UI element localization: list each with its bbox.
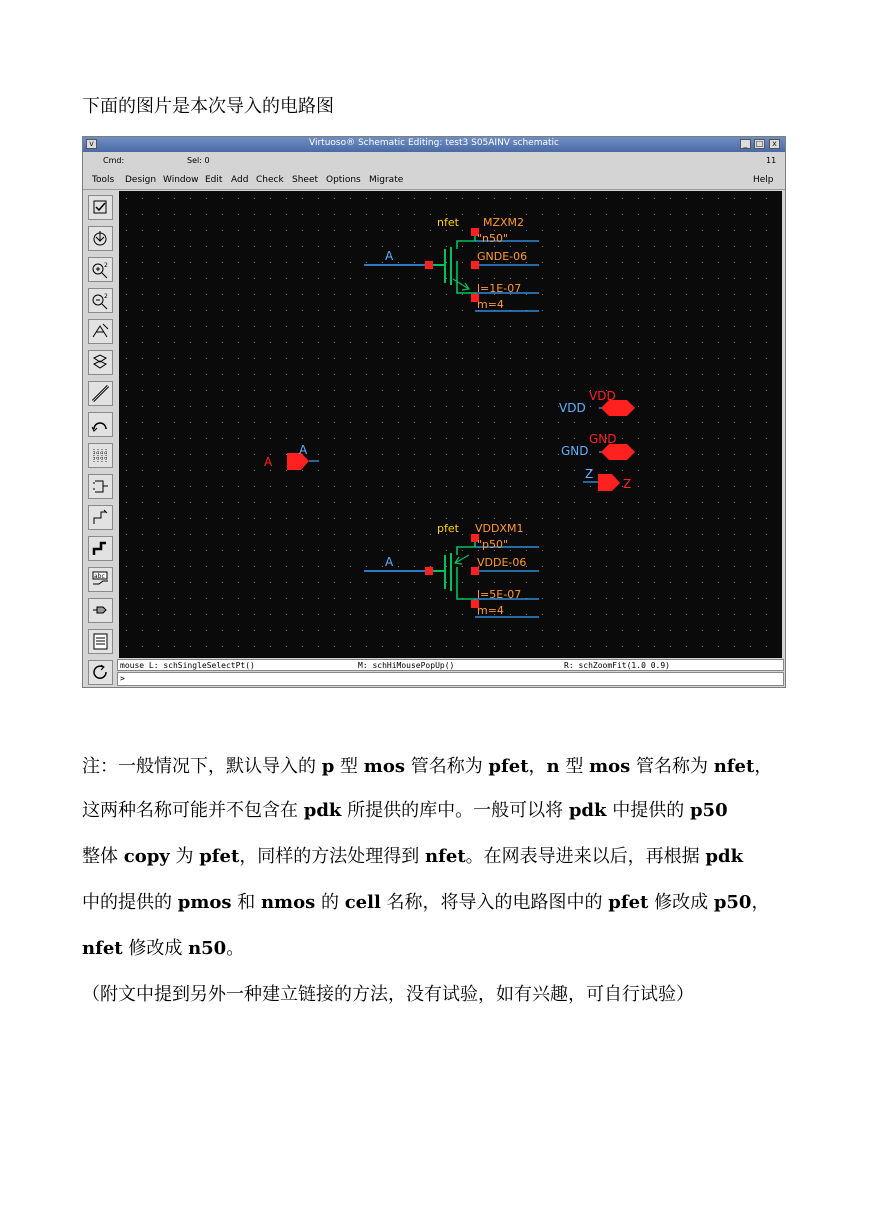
pfet-width-prop: VDDE-06 [477,556,527,569]
note-bold: pfet [488,756,529,777]
nfet-model: "n50" [477,232,509,245]
side-toolbar [85,192,116,687]
note-text: 中提供的 [606,800,690,821]
gnd-pin-label: GND [589,432,617,446]
intro-text: 下面的图片是本次导入的电路图 [82,96,334,117]
schematic-canvas[interactable] [119,191,782,658]
note-bold: p [321,756,335,777]
properties-icon[interactable] [88,629,113,654]
note-bold: pdk [705,846,744,867]
z-wire-label: Z [585,467,594,481]
command-line[interactable] [117,672,784,686]
note-text: 整体 [82,846,124,867]
nfet-type-label: nfet [437,216,459,229]
copy-icon[interactable] [88,350,113,375]
a-pin-outer-label: A [264,455,273,469]
instance-icon[interactable] [88,474,113,499]
mouse-right-binding: R: schZoomFit(1.0 0.9) [564,661,670,670]
minimize-button[interactable]: _ [740,139,751,149]
grid-icon[interactable] [88,443,113,468]
window-number: 11 [766,156,777,165]
note-bold: nfet [713,756,755,777]
note-text: 修改成 [122,938,189,959]
nfet-multiplier: m=4 [477,298,504,311]
note-line-3 [82,834,792,880]
note-bold: nmos [260,892,316,913]
note-text: 型 [334,756,364,777]
window-title: Virtuoso® Schematic Editing: test3 S05AINV schematic [309,138,559,148]
menu-edit[interactable]: Edit [205,175,223,185]
note-bold: mos [363,756,405,777]
z-pin-label: Z [623,477,632,491]
note-bold: cell [344,892,381,913]
note-bold: mos [589,756,631,777]
menu-sheet[interactable]: Sheet [292,175,319,185]
note-text: 这两种名称可能并不包含在 [82,800,304,821]
note-text: 管名称为 [404,756,489,777]
note-bold: nfet [425,846,466,867]
note-bold: n50 [188,938,227,959]
note-text: 中的提供的 [82,892,178,913]
note-bold: copy [123,846,170,867]
vdd-wire-label: VDD [559,401,586,415]
close-button[interactable]: x [769,139,780,149]
menu-check[interactable]: Check [256,175,284,185]
svg-text:2: 2 [104,262,108,269]
redraw-icon[interactable] [88,660,113,685]
svg-text:abc: abc [94,573,105,580]
pfet-gate-net: A [385,555,394,569]
note-text: 为 [169,846,200,867]
note-bold: pdk [568,800,607,821]
vdd-pin-label: VDD [589,389,616,403]
note-line-1 [82,744,792,790]
zoom-in-icon[interactable] [88,257,113,282]
menu-help[interactable]: Help [753,175,774,185]
note-text: 修改成 [648,892,714,913]
descend-icon[interactable] [88,226,113,251]
status-row [83,153,785,169]
note-bold: pfet [608,892,649,913]
note-text: 的 [315,892,345,913]
menu-migrate[interactable]: Migrate [369,175,404,185]
check-icon[interactable] [88,195,113,220]
note-bold: p50 [689,800,728,821]
menu-design[interactable]: Design [125,175,157,185]
menu-tools[interactable]: Tools [92,175,115,185]
mouse-middle-binding: M: schHiMousePopUp() [358,661,455,670]
note-line-2 [82,788,792,834]
stretch-icon[interactable] [88,319,113,344]
nfet-width-prop: GNDE-06 [477,250,528,263]
note-text: 管名称为 [630,756,714,777]
mouse-left-binding: mouse L: schSingleSelectPt() [120,661,255,670]
svg-text:2: 2 [104,293,108,300]
title-bar [83,137,785,152]
wire-narrow-icon[interactable] [88,505,113,530]
note-bold: pdk [303,800,342,821]
note-text: 所提供的库中。一般可以将 [341,800,569,821]
nfet-instance-name: MZXM2 [483,216,525,229]
note-text: ， [528,756,547,777]
note-text: 注：一般情况下，默认导入的 [82,756,322,777]
pfet-type-label: pfet [437,522,459,535]
note-text: 名称，将导入的电路图中的 [380,892,609,913]
pfet-length-prop: l=5E-07 [477,588,522,601]
note-bold: pmos [177,892,232,913]
note-bold: n [546,756,560,777]
command-prompt: > [120,674,125,683]
schematic-svg [119,191,782,658]
pfet-model: "p50" [477,538,509,551]
virtuoso-window [82,136,786,688]
maximize-button[interactable]: □ [755,139,764,148]
mouse-binding-bar [117,659,784,671]
note-bold: pfet [199,846,240,867]
nfet-gate-net: A [385,249,394,263]
pfet-multiplier: m=4 [477,604,504,617]
note-line-5 [82,926,792,972]
pfet-instance-name: VDDXM1 [475,522,524,535]
label-icon[interactable] [88,567,113,592]
menu-add[interactable]: Add [231,175,249,185]
appendix-note: （附文中提到另外一种建立链接的方法，没有试验，如有兴趣，可自行试验） [82,984,694,1005]
undo-icon[interactable] [88,412,113,437]
menu-window[interactable]: Window [163,175,199,185]
note-bold: p50 [713,892,752,913]
note-text: 。在网表导进来以后，再根据 [465,846,706,867]
wire-wide-icon[interactable] [88,536,113,561]
note-text: 和 [231,892,261,913]
note-line-4 [82,880,792,926]
note-text: 型 [559,756,590,777]
nfet-length-prop: l=1E-07 [477,282,522,295]
gnd-wire-label: GND [561,444,589,458]
note-text: ， [754,756,773,777]
pin-icon[interactable] [88,598,113,623]
cmd-label: Cmd: [103,156,125,165]
wire-icon[interactable] [88,381,113,406]
sel-label: Sel: 0 [187,156,210,165]
note-text: ， [751,892,770,913]
a-pin-inner-label: A [299,443,308,457]
note-bold: nfet [82,938,123,959]
window-menu-button[interactable]: v [86,139,97,149]
zoom-out-icon[interactable] [88,288,113,313]
note-text: 。 [226,938,245,959]
menu-options[interactable]: Options [326,175,361,185]
menu-bar [83,171,785,190]
note-text: ，同样的方法处理得到 [239,846,426,867]
